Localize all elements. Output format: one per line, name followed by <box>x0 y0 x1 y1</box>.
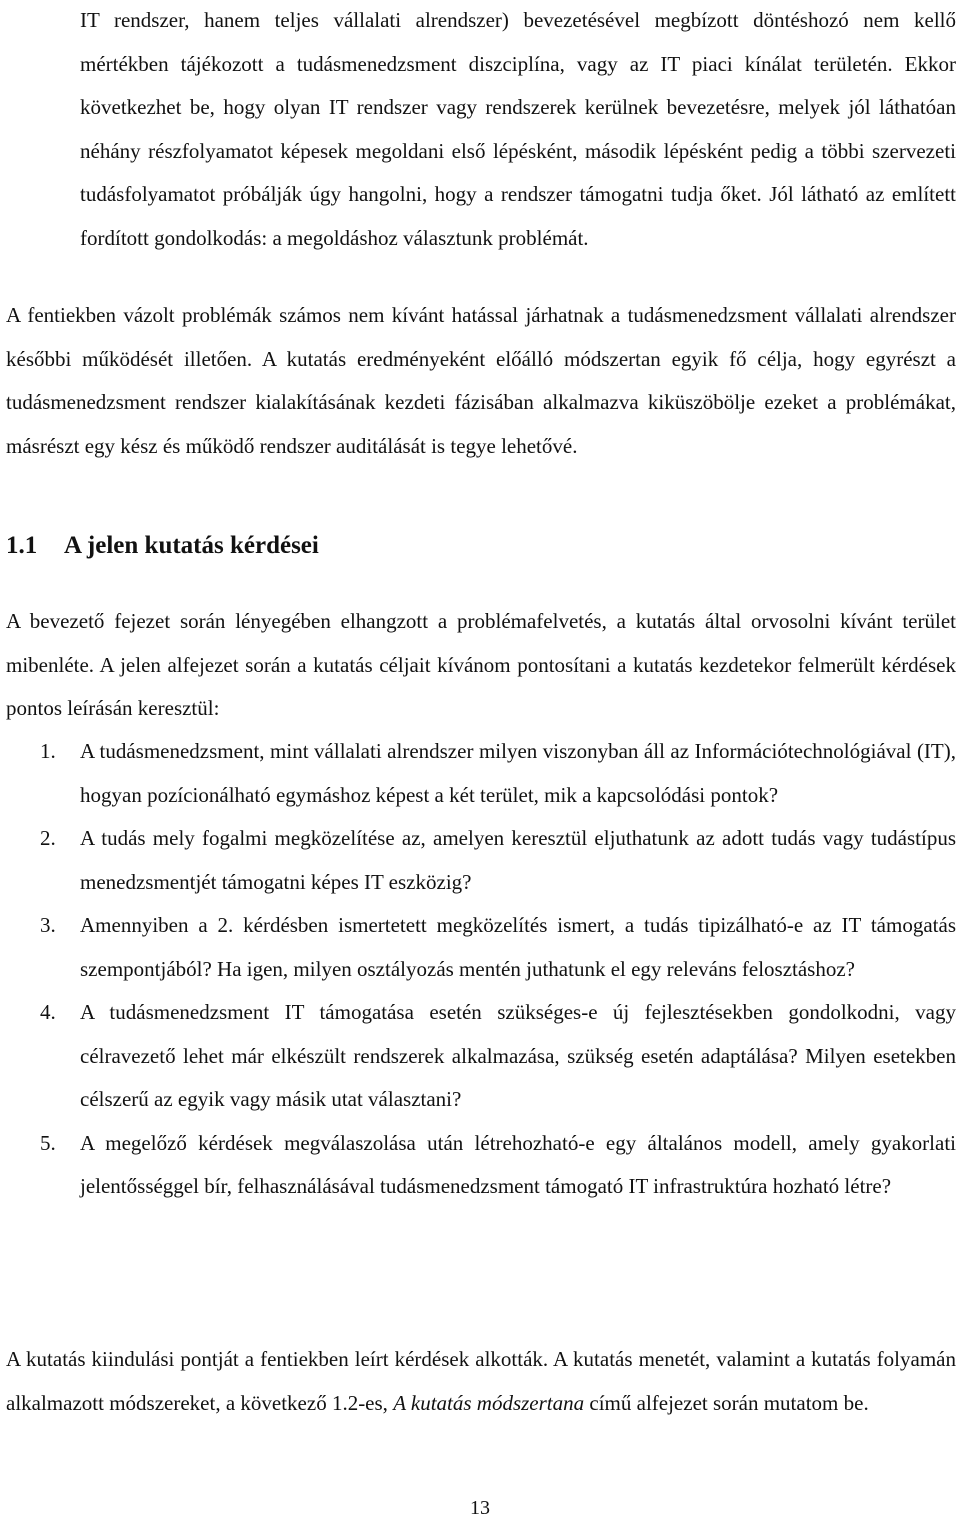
closing-paragraph <box>6 1338 956 1425</box>
paragraph-2: A fentiekben vázolt problémák számos nem kívánt hatással járhatnak a tudásmenedzsment vállalati alrendszer későbbi működését illetően. A kutatás eredményeként előálló módszertan egyik fő célja, hogy egyrészt a tudásmenedzsment rendszer kialakításának kezdeti fázisában alkalmazva kiküszöbölje ezeket a problémákat, másrészt egy kész és működő rendszer auditálását is tegye lehetővé. <box>6 303 956 458</box>
list-item <box>6 991 956 1122</box>
research-questions-list <box>6 730 956 1209</box>
list-marker: 3. <box>40 913 56 937</box>
list-item <box>6 817 956 904</box>
section-number: 1.1 <box>6 532 38 559</box>
list-marker: 2. <box>40 826 56 850</box>
list-item-text: A tudásmenedzsment, mint vállalati alrendszer milyen viszonyban áll az Információtechnológiával (IT), hogyan pozícionálható egymáshoz képest a két terület, mik a kapcsolódási pontok? <box>80 739 956 807</box>
list-item <box>6 730 956 817</box>
closing-text-start: A kutatás kiindulási pontját a fentiekben leírt kérdések alkották. A kutatás menetét, valamint a kutatás folyamán alkalmazott módszereket, a következő 1.2-es, <box>6 1347 956 1415</box>
section-title: A jelen kutatás kérdései <box>64 532 319 559</box>
list-marker: 1. <box>40 739 56 763</box>
list-item-text: A megelőző kérdések megválaszolása után létrehozható-e egy általános modell, amely gyakorlati jelentősséggel bír, felhasználásával tudásmenedzsment támogató IT infrastruktúra hozható létre? <box>80 1130 956 1198</box>
page-number: 13 <box>470 1497 490 1519</box>
list-item-text: A tudás mely fogalmi megközelítése az, amelyen keresztül eljuthatunk az adott tudás vagy tudástípus menedzsmentjét támogatni képes IT eszközig? <box>80 826 956 894</box>
subsection-reference: A kutatás módszertana <box>393 1390 585 1415</box>
intro-paragraph <box>80 0 956 260</box>
list-item <box>6 1122 956 1209</box>
list-item-text: Amennyiben a 2. kérdésben ismertetett megközelítés ismert, a tudás tipizálható-e az IT támogatás szempontjából? Ha igen, milyen osztályozás mentén juthatunk el egy releváns felosztáshoz? <box>80 913 956 981</box>
section-heading <box>6 526 319 566</box>
paragraph-3: A bevezető fejezet során lényegében elhangzott a problémafelvetés, a kutatás által orvosolni kívánt terület mibenléte. A jelen alfejezet során a kutatás céljait kívánom pontosítani a kutatás kezdetekor felmerült kérdések pontos leírásán keresztül: <box>6 609 956 720</box>
list-item-text: A tudásmenedzsment IT támogatása esetén szükséges-e új fejlesztésekben gondolkodni, vagy célravezető lehet már elkészült rendszerek alkalmazása, szükség esetén adaptálása? Milyen esetekben célszerű az egyik vagy másik utat választani? <box>80 1000 956 1111</box>
closing-text-end: című alfejezet során mutatom be. <box>584 1390 869 1415</box>
list-marker: 5. <box>40 1130 56 1155</box>
intro-paragraph-text: IT rendszer, hanem teljes vállalati alrendszer) bevezetésével megbízott döntéshozó nem kellő mértékben tájékozott a tudásmenedzsment diszciplína, vagy az IT piaci kínálat területén. Ekkor következhet be, hogy olyan IT rendszer vagy rendszerek kerülnek bevezetésre, melyek jól láthatóan néhány részfolyamatot képesek megoldani első lépésként, második lépésként pedig a többi szervezeti tudásfolyamatot próbálják úgy hangolni, hogy a rendszer támogatni tudja őket. Jól látható az említett fordított gondolkodás: a megoldáshoz választunk problémát. <box>80 8 956 250</box>
list-marker: 4. <box>40 1000 56 1024</box>
list-item <box>6 904 956 991</box>
